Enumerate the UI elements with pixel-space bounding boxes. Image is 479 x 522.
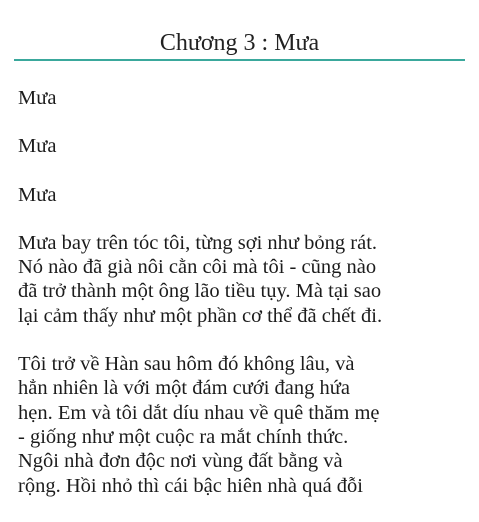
paragraph-1 — [18, 86, 470, 110]
paragraph-line: rộng. Hồi nhỏ thì cái bậc hiên nhà quá đỗi — [18, 474, 363, 497]
paragraph-line: Mưa — [18, 183, 57, 206]
paragraph-line: Ngôi nhà đơn độc nơi vùng đất bằng và — [18, 450, 343, 473]
paragraph-line: Mưa — [18, 135, 57, 158]
paragraph-line: Mưa — [18, 87, 57, 109]
paragraph-line: hẹn. Em và tôi dắt díu nhau về quê thăm mẹ — [18, 401, 380, 424]
paragraph-5 — [18, 352, 470, 498]
paragraph-line: Tôi trở về Hàn sau hôm đó không lâu, và — [18, 353, 355, 376]
chapter-title: Chương 3 : Mưa — [159, 30, 320, 56]
chapter-header — [0, 0, 479, 62]
paragraph-line: Nó nào đã già nôi cằn côi mà tôi - cũng nào — [18, 256, 377, 279]
title-divider — [14, 59, 465, 61]
paragraph-line: hẳn nhiên là với một đám cưới đang hứa — [18, 377, 350, 400]
paragraph-3 — [18, 183, 470, 207]
paragraph-line: Mưa bay trên tóc tôi, từng sợi như bỏng rát. — [18, 231, 378, 254]
paragraph-line: - giống như một cuộc ra mắt chính thức. — [18, 425, 349, 448]
paragraph-line: lại cảm thấy như một phần cơ thể đã chết đi. — [18, 304, 383, 327]
chapter-content[interactable] — [18, 86, 470, 522]
paragraph-4 — [18, 231, 470, 328]
paragraph-line: đã trở thành một ông lão tiều tụy. Mà tại sao — [18, 280, 382, 303]
paragraph-2 — [18, 134, 470, 158]
